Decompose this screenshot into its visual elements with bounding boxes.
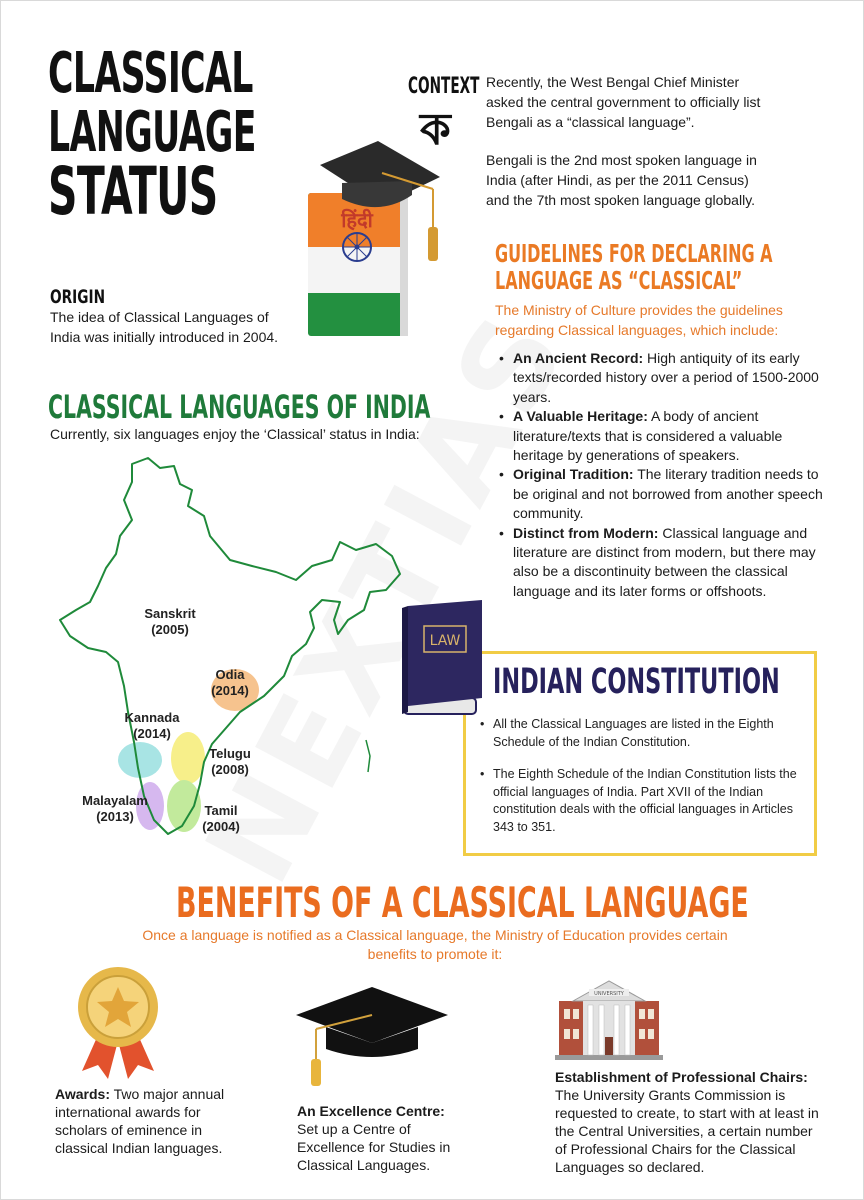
- benefit-excellence-centre: [297, 1102, 472, 1174]
- guideline-text: The literary tradition needs to be original and not borrowed from another speech community.: [513, 466, 823, 522]
- benefit-term: Awards:: [55, 1086, 110, 1102]
- guideline-term: An Ancient Record:: [513, 350, 644, 366]
- guidelines-heading-line-2: LANGUAGE AS “CLASSICAL”: [495, 266, 743, 295]
- language-year: (2014): [211, 683, 249, 698]
- page-title: [48, 41, 256, 230]
- benefit-text: The University Grants Commission is requested to create, to start with at least in the Central Universities, a certain number of Professional Chairs for the Classical Languages so declared.: [555, 1087, 819, 1175]
- university-sign: UNIVERSITY: [594, 991, 624, 997]
- guideline-item: [496, 524, 826, 602]
- constitution-item: • The Eighth Schedule of the Indian Constitution lists the official languages of India. Part XVII of the Indian constitution deals with the official languages in Articles 343 to 351.: [480, 766, 800, 836]
- language-name: Kannada: [124, 710, 180, 725]
- india-subtitle: Currently, six languages enjoy the ‘Classical’ status in India:: [50, 426, 420, 442]
- map-label-kannada: [112, 710, 192, 742]
- guidelines-intro: The Ministry of Culture provides the guidelines regarding Classical languages, which include:: [495, 302, 783, 338]
- law-book-label: LAW: [429, 633, 461, 649]
- language-year: (2013): [96, 809, 134, 824]
- language-name: Telugu: [209, 746, 251, 761]
- law-book-icon: [398, 598, 488, 723]
- guidelines-list: [496, 349, 826, 601]
- benefits-heading: BENEFITS OF A CLASSICAL LANGUAGE: [176, 878, 749, 927]
- benefit-text: Two major annual international awards for scholars of eminence in classical Indian languages.: [55, 1086, 225, 1156]
- benefits-subtitle: Once a language is notified as a Classical language, the Ministry of Education provides certain benefits to promote it:: [142, 927, 728, 962]
- guidelines-heading: [495, 240, 773, 294]
- graduation-cap-icon: [292, 985, 452, 1090]
- constitution-list: [480, 716, 800, 851]
- map-label-malayalam: [74, 793, 156, 825]
- language-year: (2014): [133, 726, 171, 741]
- guidelines-heading-line-1: GUIDELINES FOR DECLARING A: [495, 239, 773, 268]
- benefit-professional-chairs: [555, 1068, 825, 1176]
- andaman-islands: [366, 740, 370, 772]
- guideline-text: High antiquity of its early texts/recorded history over a period of 1500-2000 years.: [513, 350, 819, 405]
- india-map: [40, 450, 410, 850]
- university-building-icon: [553, 975, 665, 1061]
- india-heading: CLASSICAL LANGUAGES OF INDIA: [48, 388, 431, 426]
- constitution-heading: INDIAN CONSTITUTION: [493, 662, 780, 702]
- language-name: Odia: [215, 667, 245, 682]
- map-label-sanskrit: [130, 606, 210, 638]
- building-door: [605, 1037, 613, 1055]
- guideline-text: A body of ancient literature/texts that is considered a valuable heritage by generations of speakers.: [513, 408, 783, 464]
- book-hindi-label: हिंदी: [341, 208, 373, 232]
- map-label-telugu: [195, 746, 265, 778]
- benefit-term: Establishment of Professional Chairs:: [555, 1069, 808, 1085]
- book-pages: [400, 193, 408, 336]
- context-paragraph-2: Bengali is the 2nd most spoken language in India (after Hindi, as per the 2011 Census) and the 7th most spoken language globally.: [486, 152, 757, 208]
- guideline-term: Original Tradition:: [513, 466, 634, 483]
- title-line-1: CLASSICAL: [48, 41, 253, 106]
- language-year: (2005): [151, 622, 189, 637]
- medal-icon: [68, 965, 168, 1080]
- title-line-2: LANGUAGE: [48, 100, 256, 165]
- law-book-cover: [408, 600, 482, 706]
- context-paragraph-1: Recently, the West Bengal Chief Minister asked the central government to officially list Bengali as a “classical language”.: [486, 74, 761, 130]
- benefit-text: Set up a Centre of Excellence for Studies in Classical Languages.: [297, 1121, 451, 1173]
- benefit-awards: [55, 1085, 225, 1157]
- benefit-term: An Excellence Centre:: [297, 1103, 445, 1119]
- guideline-term: Distinct from Modern:: [513, 524, 659, 541]
- language-name: Sanskrit: [144, 606, 196, 621]
- map-label-odia: [195, 667, 265, 699]
- language-year: (2004): [202, 819, 240, 834]
- language-name: Malayalam: [82, 793, 148, 808]
- cap-tassel: [311, 1059, 321, 1086]
- guideline-item: [496, 407, 826, 465]
- map-label-tamil: [190, 803, 252, 835]
- guideline-item: [496, 349, 826, 407]
- guideline-term: A Valuable Heritage:: [513, 408, 648, 425]
- context-heading: CONTEXT: [408, 74, 480, 99]
- constitution-item: • All the Classical Languages are listed in the Eighth Schedule of the Indian Constitution.: [480, 716, 800, 751]
- origin-text: The idea of Classical Languages of India was initially introduced in 2004.: [50, 309, 279, 345]
- language-name: Tamil: [204, 803, 238, 818]
- guideline-text: Classical language and literature are distinct from modern, but there may also be a discontinuity between the classical language and its later forms or offshoots.: [513, 524, 816, 599]
- title-line-3: STATUS: [48, 153, 218, 230]
- guideline-item: [496, 465, 826, 523]
- language-year: (2008): [211, 762, 249, 777]
- bengali-letter: ক: [420, 104, 451, 155]
- cap-tassel: [428, 227, 438, 261]
- origin-heading: ORIGIN: [50, 286, 106, 308]
